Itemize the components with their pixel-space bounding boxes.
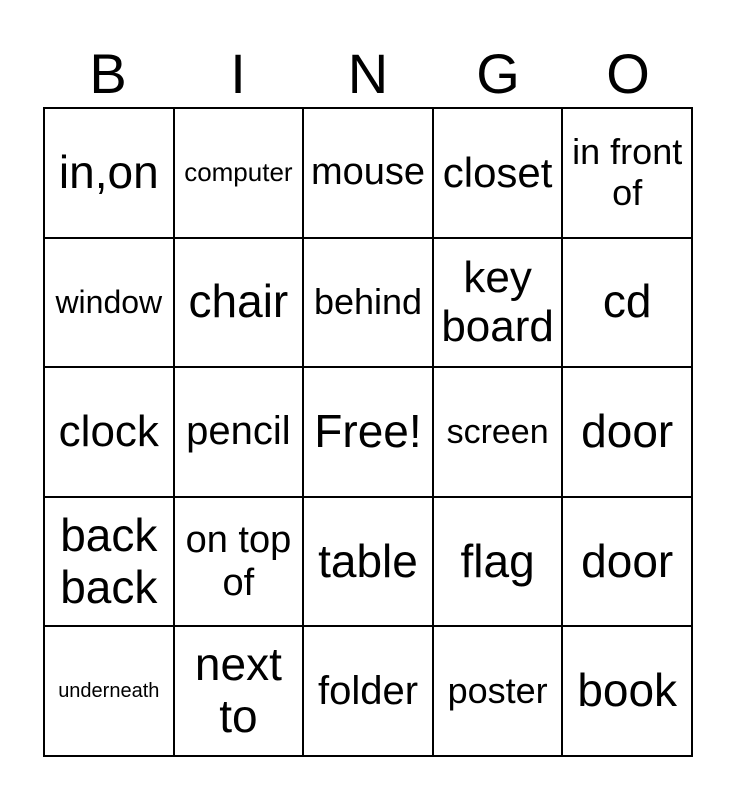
cell-text: in,on [58,145,159,198]
cell-text: closet [442,149,553,197]
bingo-cell[interactable] [303,108,433,238]
header-letter-i: I [230,42,246,105]
cell-text: folder [317,668,419,713]
cell-text: behind [313,281,423,323]
cell-text: table [318,534,418,587]
cell-text: flag [460,534,535,587]
bingo-cell[interactable] [303,497,433,627]
bingo-cell[interactable] [562,367,692,497]
bingo-cell[interactable] [562,238,692,368]
bingo-grid [43,107,693,757]
bingo-cell[interactable] [562,497,692,627]
cell-text: underneath [58,679,160,702]
cell-text: chair [188,275,289,328]
bingo-cell[interactable] [44,238,174,368]
header-letter-n: N [347,42,389,105]
bingo-cell[interactable] [174,367,304,497]
cell-text: on top of [185,518,292,604]
cell-text: computer [184,157,293,188]
bingo-cell[interactable] [44,497,174,627]
bingo-cell[interactable] [562,108,692,238]
cell-text: screen [446,412,549,451]
bingo-cell[interactable] [174,497,304,627]
bingo-cell-free[interactable] [303,367,433,497]
bingo-cell[interactable] [44,367,174,497]
cell-text: next to [194,638,282,743]
bingo-cell[interactable] [303,626,433,756]
header-letter-o: O [606,42,650,105]
cell-text: back back [60,508,158,613]
cell-text: mouse [310,151,426,194]
bingo-cell[interactable] [562,626,692,756]
bingo-cell[interactable] [433,367,563,497]
cell-text: in front of [572,131,683,213]
cell-text: cd [602,275,652,328]
bingo-cell[interactable] [44,626,174,756]
bingo-cell[interactable] [433,626,563,756]
cell-text: book [577,664,678,717]
bingo-cell[interactable] [174,108,304,238]
bingo-cell[interactable] [433,108,563,238]
header-letter-g: G [476,42,520,105]
cell-text: key board [441,252,554,352]
header-letter-b: B [89,42,127,105]
bingo-cell[interactable] [433,497,563,627]
cell-text: door [581,405,674,457]
cell-text: window [55,284,163,321]
bingo-cell[interactable] [174,626,304,756]
cell-text: door [581,534,674,587]
bingo-cell[interactable] [303,238,433,368]
bingo-cell[interactable] [433,238,563,368]
bingo-cell[interactable] [44,108,174,238]
bingo-cell[interactable] [174,238,304,368]
cell-text: clock [58,407,159,457]
cell-text: Free! [314,405,422,457]
cell-text: pencil [186,409,291,454]
cell-text: poster [447,669,548,711]
bingo-header [43,44,693,104]
